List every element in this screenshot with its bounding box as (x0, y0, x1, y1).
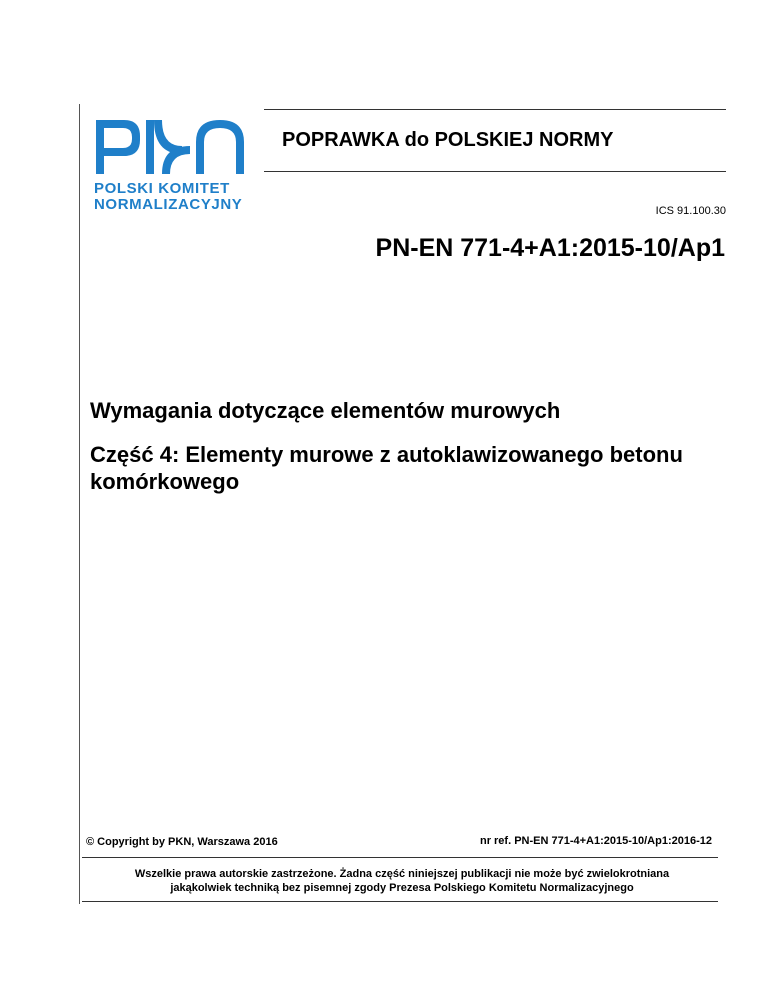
header-top-rule (264, 109, 726, 110)
ics-code: ICS 91.100.30 (655, 205, 726, 217)
document-type-title: POPRAWKA do POLSKIEJ NORMY (282, 129, 614, 151)
footer-top-rule (82, 857, 718, 858)
reference-number: nr ref. PN-EN 771-4+A1:2015-10/Ap1:2016-12 (479, 835, 712, 847)
logo-text-line1: POLSKI KOMITET (94, 180, 230, 197)
footer-bottom-rule (82, 901, 718, 902)
standard-part-title: Część 4: Elementy murowe z autoklawizowanego betonu komórkowego (90, 442, 683, 494)
pkn-logo (92, 114, 264, 214)
logo-text-line2: NORMALIZACYJNY (94, 196, 243, 213)
rights-line-2: jakąkolwiek techniką bez pisemnej zgody Prezesa Polskiego Komitetu Normalizacyjnego (170, 882, 634, 894)
header-bottom-rule (264, 171, 726, 172)
standard-number: PN-EN 771-4+A1:2015-10/Ap1 (375, 234, 725, 262)
rights-notice (82, 867, 722, 895)
standard-title: Wymagania dotyczące elementów murowych (90, 398, 561, 423)
left-margin-rule (79, 104, 80, 904)
copyright-notice: © Copyright by PKN, Warszawa 2016 (86, 836, 278, 848)
rights-line-1: Wszelkie prawa autorskie zastrzeżone. Żadna część niniejszej publikacji nie może być zwielokrotniana (134, 868, 670, 880)
pkn-logo-mark (92, 114, 252, 178)
